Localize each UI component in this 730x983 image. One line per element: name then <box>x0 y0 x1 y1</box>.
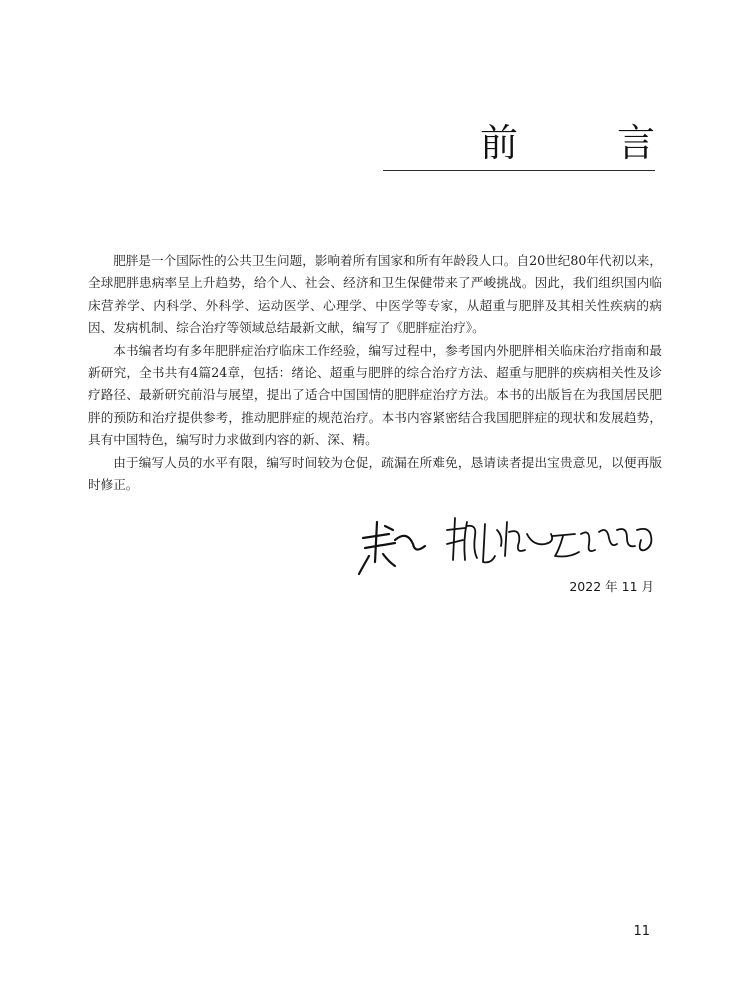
preface-body <box>88 250 662 496</box>
paragraph-2: 本书编者均有多年肥胖症治疗临床工作经验，编写过程中，参考国内外肥胖相关临床治疗指南和最新研究，全书共有4篇24章，包括：绪论、超重与肥胖的综合治疗方法、超重与肥胖的疾病相关性及诊疗路径、最新研究前沿与展望，提出了适合中国国情的肥胖症治疗方法。本书的出版旨在为我国居民肥胖的预防和治疗提供参考，推动肥胖症的规范治疗。本书内容紧密结合我国肥胖症的现状和发展趋势，具有中国特色，编写时力求做到内容的新、深、精。 <box>88 342 662 448</box>
signature-3 <box>553 529 651 557</box>
signature-2 <box>447 518 552 562</box>
title-char-1: 前 <box>480 121 519 165</box>
page-title <box>480 112 655 165</box>
paragraph-3: 由于编写人员的水平有限，编写时间较为仓促，疏漏在所难免，恳请读者提出宝贵意见，以便再版时修正。 <box>88 454 662 493</box>
date: 2022 年 11 月 <box>569 579 654 594</box>
title-underline <box>383 170 655 171</box>
handwritten-signatures <box>355 500 665 580</box>
paragraph-1: 肥胖是一个国际性的公共卫生问题，影响着所有国家和所有年龄段人口。自20世纪80年代初以来，全球肥胖患病率呈上升趋势，给个人、社会、经济和卫生保健带来了严峻挑战。因此，我们组织国内临床营养学、内科学、外科学、运动医学、心理学、中医学等专家，从超重与肥胖及其相关性疾病的病因、发病机制、综合治疗等领域总结最新文献，编写了《肥胖症治疗》。 <box>88 253 662 336</box>
title-char-2: 言 <box>616 121 655 165</box>
signature-1 <box>359 522 425 574</box>
page-number: 11 <box>633 924 650 939</box>
